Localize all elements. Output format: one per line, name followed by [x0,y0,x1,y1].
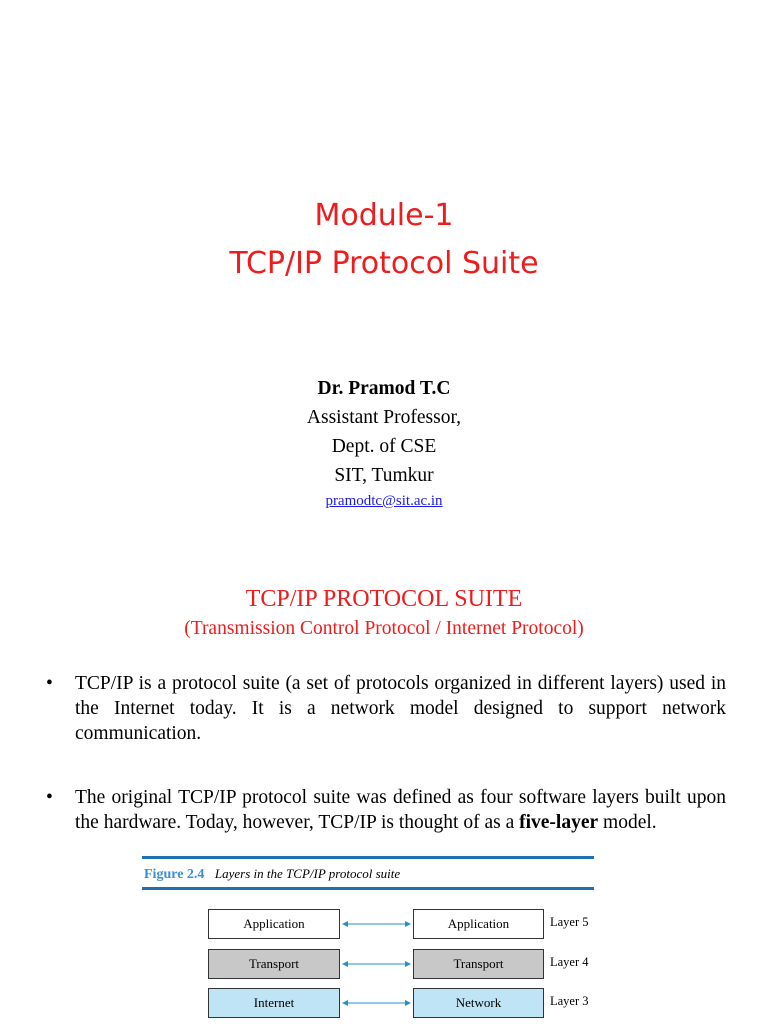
section-subheading: (Transmission Control Protocol / Internet Protocol) [184,618,584,639]
bullet-text-1: TCP/IP is a protocol suite (a set of protocols organized in different layers) used in the Internet today. It is a network model designed to support network communication. [75,673,726,744]
author-institute: SIT, Tumkur [334,465,434,486]
left-box-transport: Transport [208,949,340,979]
section-heading: TCP/IP PROTOCOL SUITE [245,586,523,612]
left-box-application: Application [208,909,340,939]
author-department: Dept. of CSE [331,436,437,457]
layer-label-3: Layer 3 [550,994,589,1008]
author-email-link[interactable]: pramodtc@sit.ac.in [325,493,443,509]
right-box-transport: Transport [413,949,544,979]
slide-title-line2: TCP/IP Protocol Suite [229,246,539,281]
author-name: Dr. Pramod T.C [317,378,451,399]
right-box-network: Network [413,988,544,1018]
layer-label-4: Layer 4 [550,955,589,969]
layer-label-5: Layer 5 [550,915,589,929]
left-box-internet: Internet [208,988,340,1018]
author-position: Assistant Professor, [306,407,462,428]
bullet-text-2-after: model. [603,812,657,833]
bullet-text-2-before: The original TCP/IP protocol suite was defined as four software layers built upon the hardware. Today, however, TCP/IP is thought of as a [75,787,726,833]
right-box-application: Application [413,909,544,939]
figure-number: Figure 2.4 [144,867,205,882]
bullet-text-2-bold: five-layer [519,812,599,833]
figure-caption-text: Layers in the TCP/IP protocol suite [214,866,401,881]
bullet-marker: • [46,787,53,808]
slide-title-line1: Module-1 [314,198,454,233]
bullet-marker: • [46,673,53,694]
